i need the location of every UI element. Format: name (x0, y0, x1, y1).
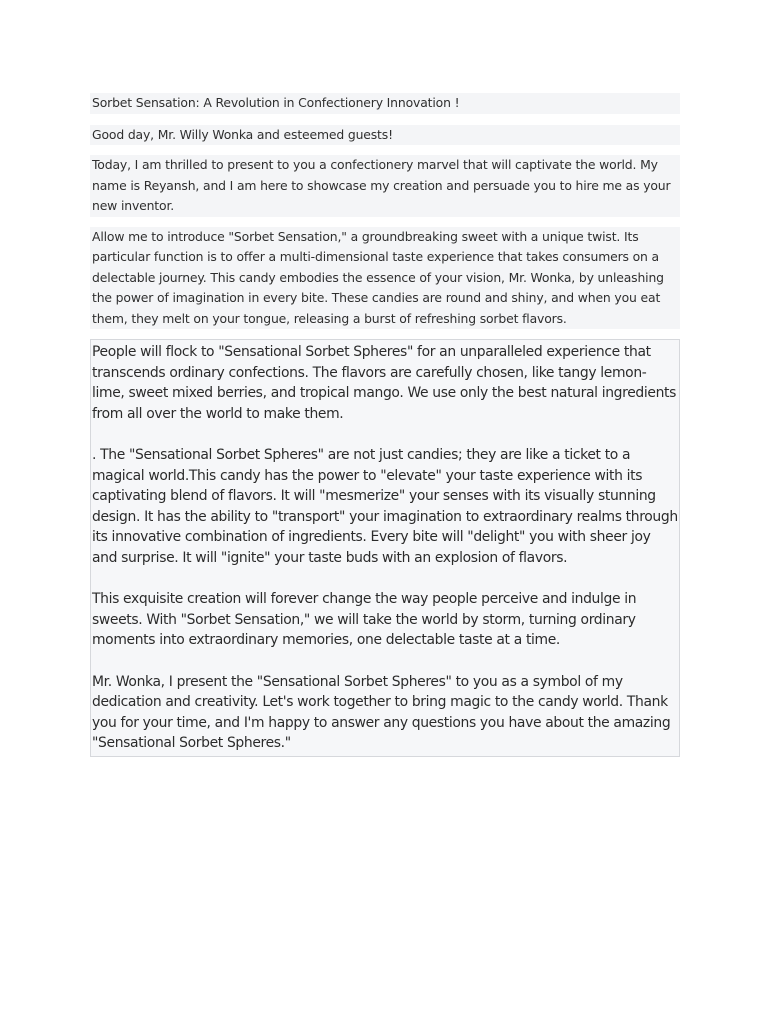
box-paragraph-experience: . The "Sensational Sorbet Spheres" are not just candies; they are like a ticket to a magical world.This candy has the power to "elevate" your taste experience with its captivating blend of flavors. It will "mesmerize" your senses with its visually stunning design. It has the ability to "transport" your imagination to extraordinary realms through its innovative combination of ingredients. Every bite will "delight" you with sheer joy and surprise. It will "ignite" your taste buds with an explosion of flavors. (92, 446, 678, 566)
product-paragraph: Allow me to introduce "Sorbet Sensation," a groundbreaking sweet with a unique twist. Its particular function is to offer a multi-dimensional taste experience that takes consumers on a delectable journey. This candy embodies the essence of your vision, Mr. Wonka, by unleashing the power of imagination in every bite. These candies are round and shiny, and when you eat them, they melt on your tongue, releasing a burst of refreshing sorbet flavors. (90, 227, 680, 330)
greeting-paragraph: Good day, Mr. Willy Wonka and esteemed guests! (90, 125, 680, 146)
box-paragraph-impact: This exquisite creation will forever change the way people perceive and indulge in sweets. With "Sorbet Sensation," we will take the world by storm, turning ordinary moments into extraordinary memories, one delectable taste at a time. (92, 591, 637, 649)
intro-section (90, 93, 680, 329)
document-title: Sorbet Sensation: A Revolution in Confectionery Innovation ! (90, 93, 680, 114)
introduction-paragraph: Today, I am thrilled to present to you a confectionery marvel that will captivate the world. My name is Reyansh, and I am here to showcase my creation and persuade you to hire me as your new inventor. (90, 155, 680, 217)
document-page (90, 93, 680, 757)
highlighted-text-box (90, 339, 680, 757)
box-paragraph-closing: Mr. Wonka, I present the "Sensational Sorbet Spheres" to you as a symbol of my dedication and creativity. Let's work together to bring magic to the candy world. Thank you for your time, and I'm happy to answer any questions you have about the amazing "Sensational Sorbet Spheres." (92, 673, 671, 752)
box-paragraph-flavors: People will flock to "Sensational Sorbet Spheres" for an unparalleled experience that transcends ordinary confections. The flavors are carefully chosen, like tangy lemon-lime, sweet mixed berries, and tropical mango. We use only the best natural ingredients from all over the world to make them. (92, 344, 677, 422)
